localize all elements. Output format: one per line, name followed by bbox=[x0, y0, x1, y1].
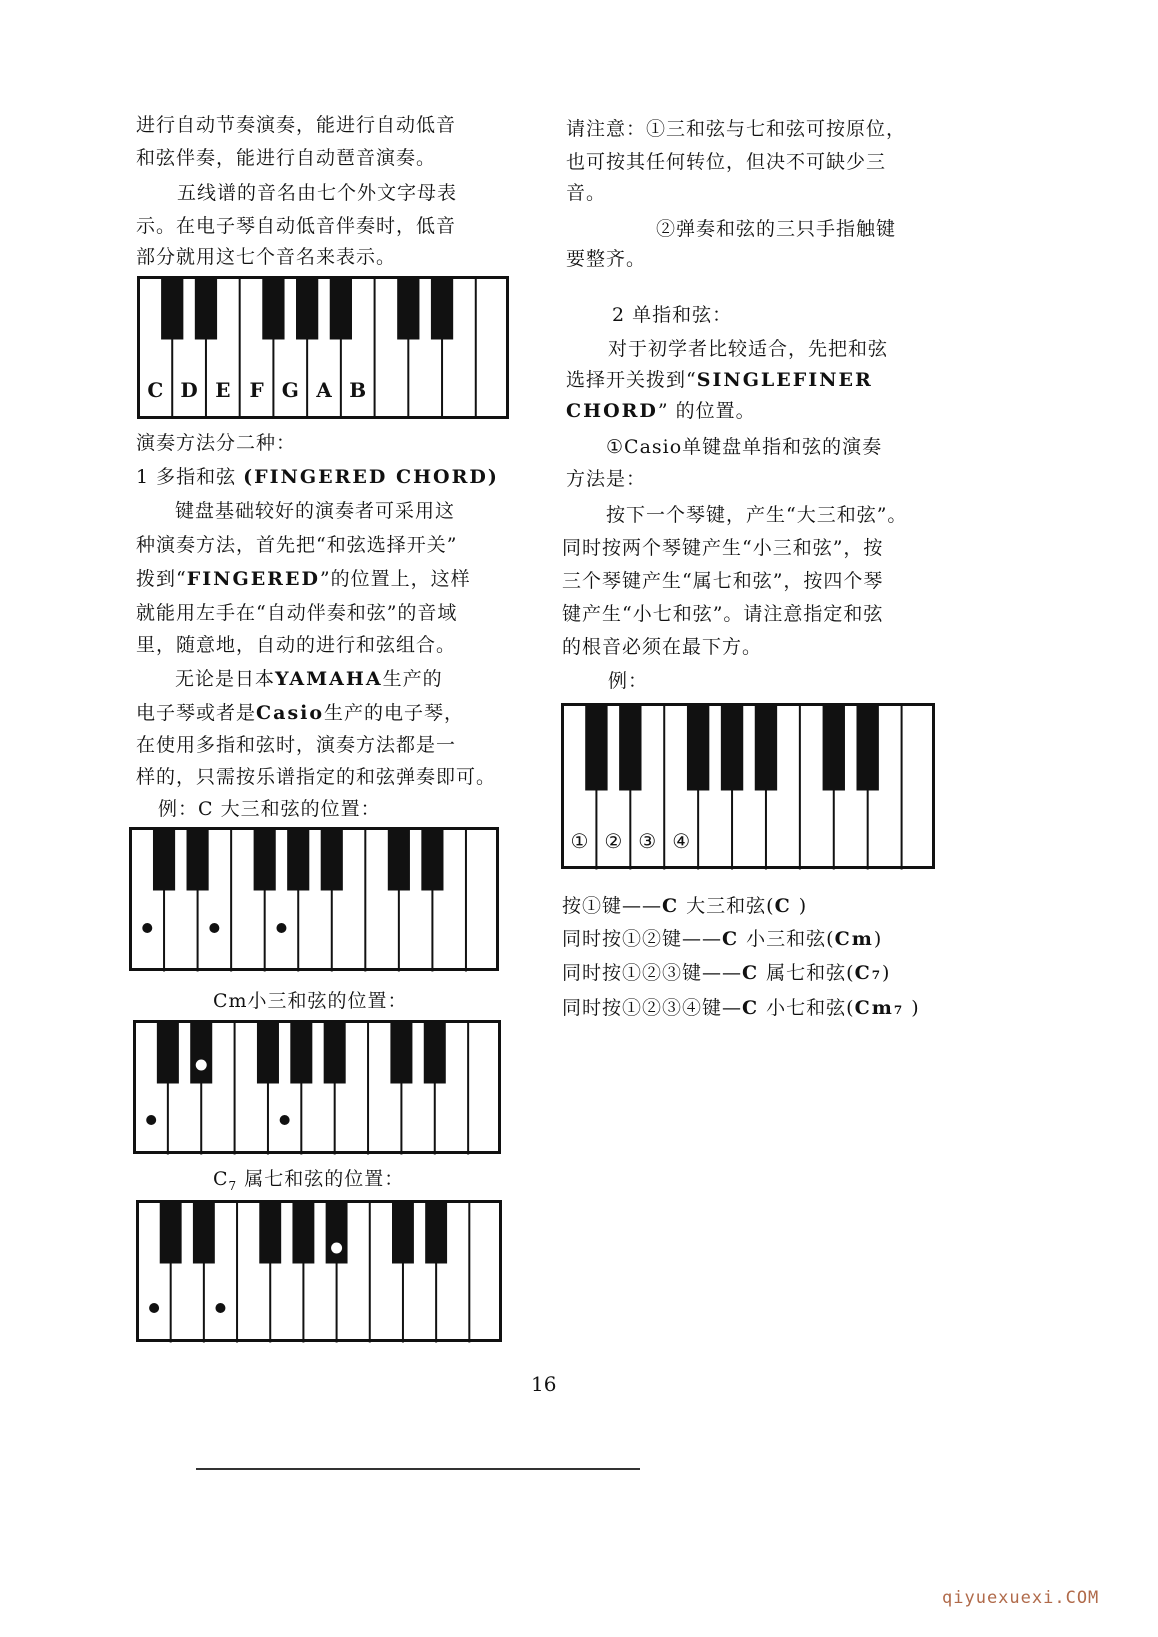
keyboard-note-names bbox=[137, 276, 511, 420]
black-key bbox=[425, 1202, 447, 1264]
method1-title bbox=[136, 464, 499, 490]
label-c-minor: Cm小三和弦的位置： bbox=[213, 990, 408, 1012]
left-p2-line1: 五线谱的音名由七个外文字母表 bbox=[177, 182, 458, 204]
right-p3-line1: 对于初学者比较适合，先把和弦 bbox=[608, 338, 889, 360]
method1-title-cn: 1 多指和弦 bbox=[136, 466, 244, 488]
keyboard-diagram bbox=[137, 276, 511, 420]
black-key bbox=[823, 705, 845, 791]
page-number: 16 bbox=[531, 1372, 557, 1396]
chord-line-1 bbox=[562, 893, 807, 919]
key-dot-marker-white bbox=[196, 1060, 206, 1070]
left-p4-line1-c: 生产的 bbox=[382, 668, 443, 690]
black-key bbox=[330, 278, 352, 340]
chord-line-4 bbox=[562, 995, 920, 1021]
example-c-major: 例：C 大三和弦的位置： bbox=[158, 798, 381, 820]
black-key bbox=[257, 1022, 279, 1084]
note-name-label: E bbox=[215, 378, 231, 402]
chord-line-3 bbox=[562, 960, 890, 986]
methods-intro: 演奏方法分二种： bbox=[136, 432, 297, 454]
left-p3-line1: 键盘基础较好的演奏者可采用这 bbox=[175, 500, 456, 522]
label-c7-a: C bbox=[213, 1168, 229, 1190]
circled-number-label: ① bbox=[570, 829, 589, 853]
black-key bbox=[262, 278, 284, 340]
right-p1-line2: 也可按其任何转位，但决不可缺少三 bbox=[566, 151, 887, 173]
right-p2-line2: 要整齐。 bbox=[566, 248, 647, 270]
black-key bbox=[161, 278, 183, 340]
left-p3-line3-b: FINGERED bbox=[186, 568, 320, 590]
key-dot-marker bbox=[209, 923, 219, 933]
left-p3-line3 bbox=[136, 566, 471, 592]
circled-number-label: ③ bbox=[638, 829, 657, 853]
black-key bbox=[390, 1022, 412, 1084]
black-key bbox=[287, 829, 309, 891]
scan-artifact-line bbox=[196, 1468, 640, 1470]
right-p3-line3-a: CHORD bbox=[566, 400, 658, 422]
keyboard-diagram bbox=[129, 827, 501, 973]
black-key bbox=[290, 1022, 312, 1084]
chord-line-2 bbox=[562, 926, 882, 952]
left-p3-line2: 种演奏方法，首先把“和弦选择开关” bbox=[136, 534, 458, 556]
right-p5-line5: 的根音必须在最下方。 bbox=[562, 636, 763, 658]
right-p3-line2 bbox=[566, 367, 873, 393]
key-dot-marker bbox=[149, 1303, 159, 1313]
keyboard-diagram bbox=[133, 1020, 503, 1156]
key-dot-marker-white bbox=[332, 1243, 342, 1253]
label-c7-b: 属七和弦的位置： bbox=[237, 1168, 405, 1190]
chord-1-e: ) bbox=[791, 895, 808, 917]
note-name-label: D bbox=[180, 378, 198, 402]
chord-4-a: 同时按①②③④键— bbox=[562, 997, 743, 1019]
right-p3-line3 bbox=[566, 398, 756, 424]
circled-number-label: ④ bbox=[672, 829, 691, 853]
chord-4-b: C bbox=[742, 997, 760, 1019]
chord-2-b: C bbox=[722, 928, 740, 950]
chord-3-e: ) bbox=[882, 962, 891, 984]
chord-2-d: Cm bbox=[834, 928, 874, 950]
right-p4-line2: 方法是： bbox=[566, 468, 647, 490]
black-key bbox=[397, 278, 419, 340]
left-p3-line3-a: 拨到“ bbox=[136, 568, 187, 590]
left-p1-line2: 和弦伴奏，能进行自动琶音演奏。 bbox=[136, 147, 437, 169]
left-p2-line3: 部分就用这七个音名来表示。 bbox=[136, 246, 397, 268]
left-p1-line1: 进行自动节奏演奏，能进行自动低音 bbox=[136, 114, 457, 136]
black-key bbox=[326, 1202, 348, 1264]
black-key bbox=[153, 829, 175, 891]
right-p4-line1: ①Casio单键盘单指和弦的演奏 bbox=[606, 436, 883, 458]
right-p1-line3: 音。 bbox=[566, 182, 607, 204]
black-key bbox=[421, 829, 443, 891]
left-p3-line5: 里，随意地，自动的进行和弦组合。 bbox=[136, 634, 457, 656]
chord-1-c: 大三和弦( bbox=[679, 895, 775, 917]
left-p4-line2-a: 电子琴或者是 bbox=[136, 702, 257, 724]
black-key bbox=[721, 705, 743, 791]
chord-1-b: C bbox=[662, 895, 680, 917]
chord-2-e: ) bbox=[873, 928, 883, 950]
method2-title: 2 单指和弦： bbox=[612, 304, 733, 326]
key-dot-marker bbox=[142, 923, 152, 933]
key-dot-marker bbox=[280, 1115, 290, 1125]
left-p4-line2-c: 生产的电子琴， bbox=[324, 702, 465, 724]
black-key bbox=[321, 829, 343, 891]
black-key bbox=[187, 829, 209, 891]
black-key bbox=[296, 278, 318, 340]
left-p3-line4: 就能用左手在“自动伴奏和弦”的音域 bbox=[136, 602, 458, 624]
left-p4-line3: 在使用多指和弦时，演奏方法都是一 bbox=[136, 734, 457, 756]
right-p1-line1: 请注意：①三和弦与七和弦可按原位， bbox=[566, 118, 907, 140]
chord-3-a: 同时按①②③键—— bbox=[562, 962, 743, 984]
chord-3-b: C bbox=[742, 962, 760, 984]
keyboard-diagram bbox=[561, 703, 937, 871]
left-p4-line2 bbox=[136, 700, 464, 726]
black-key bbox=[292, 1202, 314, 1264]
watermark: qiyuexuexi.COM bbox=[942, 1588, 1100, 1608]
chord-4-d: Cm₇ bbox=[854, 997, 905, 1019]
note-name-label: F bbox=[249, 378, 264, 402]
keyboard-single-finger bbox=[561, 703, 937, 871]
right-p5-line2: 同时按两个琴键产生“小三和弦”，按 bbox=[562, 537, 884, 559]
chord-4-e: ) bbox=[904, 997, 920, 1019]
note-name-label: B bbox=[349, 378, 367, 402]
black-key bbox=[388, 829, 410, 891]
black-key bbox=[193, 1202, 215, 1264]
chord-2-c: 小三和弦( bbox=[739, 928, 835, 950]
left-p4-line1-b: YAMAHA bbox=[275, 668, 383, 690]
right-p5-line4: 键产生“小七和弦”。请注意指定和弦 bbox=[562, 603, 884, 625]
black-key bbox=[687, 705, 709, 791]
left-p4-line2-b: Casio bbox=[256, 702, 325, 724]
left-p4-line4: 样的，只需按乐谱指定的和弦弹奏即可。 bbox=[136, 766, 497, 788]
chord-2-a: 同时按①②键—— bbox=[562, 928, 723, 950]
right-p3-line2-b: SINGLEFINER bbox=[696, 369, 873, 391]
black-key bbox=[392, 1202, 414, 1264]
right-p2-line1: ②弹奏和弦的三只手指触键 bbox=[656, 218, 897, 240]
keyboard-c7 bbox=[136, 1200, 504, 1344]
chord-1-d: C bbox=[774, 895, 792, 917]
black-key bbox=[431, 278, 453, 340]
black-key bbox=[619, 705, 641, 791]
black-key bbox=[157, 1022, 179, 1084]
chord-3-c: 属七和弦( bbox=[759, 962, 855, 984]
black-key bbox=[190, 1022, 212, 1084]
black-key bbox=[259, 1202, 281, 1264]
note-name-label: A bbox=[316, 378, 332, 402]
key-dot-marker bbox=[146, 1115, 156, 1125]
chord-3-d: C₇ bbox=[854, 962, 883, 984]
note-name-label: C bbox=[147, 378, 164, 402]
right-p5-line1: 按下一个琴键，产生“大三和弦”。 bbox=[606, 504, 908, 526]
label-c7-sub: 7 bbox=[228, 1178, 238, 1193]
keyboard-diagram bbox=[136, 1200, 504, 1344]
key-dot-marker bbox=[276, 923, 286, 933]
left-p2-line2: 示。在电子琴自动低音伴奏时，低音 bbox=[136, 215, 457, 237]
black-key bbox=[585, 705, 607, 791]
left-p4-line1-a: 无论是日本 bbox=[175, 668, 276, 690]
black-key bbox=[424, 1022, 446, 1084]
black-key bbox=[856, 705, 878, 791]
right-p5-line3: 三个琴键产生“属七和弦”，按四个琴 bbox=[562, 570, 884, 592]
chord-1-a: 按①键—— bbox=[562, 895, 663, 917]
black-key bbox=[160, 1202, 182, 1264]
left-p4-line1 bbox=[175, 666, 443, 692]
right-p3-line2-a: 选择开关拨到“ bbox=[566, 369, 697, 391]
method1-title-en: (FINGERED CHORD) bbox=[243, 466, 499, 488]
right-p3-line3-b: ” 的位置。 bbox=[657, 400, 756, 422]
keyboard-c-minor bbox=[133, 1020, 503, 1156]
black-key bbox=[195, 278, 217, 340]
label-c7 bbox=[213, 1166, 404, 1199]
black-key bbox=[324, 1022, 346, 1084]
chord-4-c: 小七和弦( bbox=[759, 997, 855, 1019]
keyboard-c-major bbox=[129, 827, 501, 973]
note-name-label: G bbox=[281, 378, 299, 402]
black-key bbox=[755, 705, 777, 791]
left-p3-line3-c: ”的位置上，这样 bbox=[319, 568, 471, 590]
key-dot-marker bbox=[215, 1303, 225, 1313]
black-key bbox=[254, 829, 276, 891]
right-example-label: 例： bbox=[608, 670, 649, 692]
circled-number-label: ② bbox=[604, 829, 623, 853]
